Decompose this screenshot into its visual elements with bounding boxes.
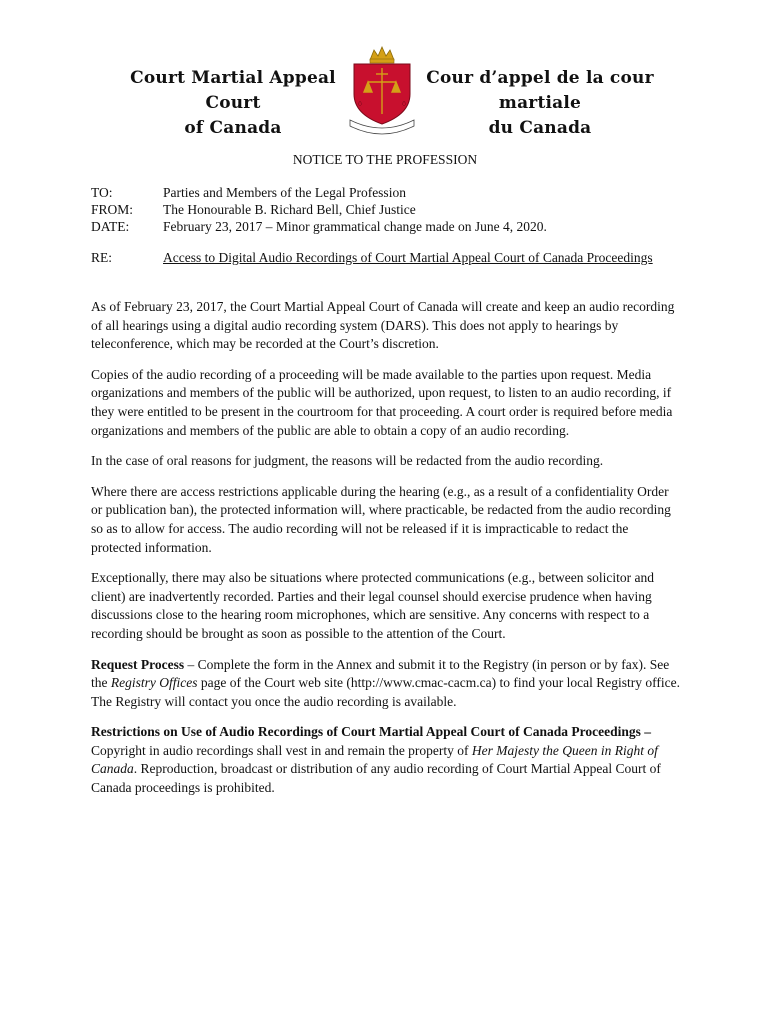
memo-from-value: The Honourable B. Richard Bell, Chief Justice (163, 202, 416, 217)
court-crest-logo (344, 44, 420, 136)
memo-to-value: Parties and Members of the Legal Profession (163, 185, 406, 200)
paragraph-copies-access: Copies of the audio recording of a proceeding will be made available to the parties upon request. Media organizations and members of the public will be authorized, upon request, to listen to an audio recording, if they were entitled to be present in the courtroom for that proceeding. A court order is required before media organizations and members of the public are able to obtain a copy of an audio recording. (91, 366, 673, 438)
memo-re-row (91, 250, 653, 266)
request-process-heading: Request Process (91, 656, 185, 672)
paragraph-request-process (91, 656, 681, 712)
court-name-english-line1: Court Martial Appeal Court (130, 68, 336, 113)
memo-date-row (91, 218, 547, 235)
court-name-french-line2: du Canada (488, 118, 592, 138)
memo-to-label: TO: (91, 185, 113, 200)
crown-icon (370, 47, 394, 63)
memo-header (91, 184, 547, 235)
memo-re-value: Access to Digital Audio Recordings of Court Martial Appeal Court of Canada Proceedings (163, 250, 653, 265)
paragraph-recording-policy: As of February 23, 2017, the Court Martial Appeal Court of Canada will create and keep an audio recording of all hearings using a digital audio recording system (DARS). This does not apply to hearings by teleconference, which may be recorded at the Court’s discretion. (91, 299, 675, 352)
memo-re-label: RE: (91, 250, 113, 265)
notice-body (91, 298, 681, 810)
memo-date-label: DATE: (91, 219, 130, 234)
court-name-french-line1: Cour d’appel de la cour martiale (426, 68, 654, 113)
use-restrictions-dash: – (640, 724, 651, 740)
court-name-english-line2: of Canada (184, 118, 282, 138)
court-name-french (420, 66, 660, 141)
memo-to-row (91, 184, 547, 201)
paragraph-use-restrictions (91, 723, 681, 797)
notice-title: NOTICE TO THE PROFESSION (292, 152, 478, 167)
use-restrictions-heading: Restrictions on Use of Audio Recordings of Court Martial Appeal Court of Canada Proceedings (91, 724, 641, 740)
court-name-english (118, 66, 348, 141)
memo-from-row (91, 201, 547, 218)
paragraph-protected-communications: Exceptionally, there may also be situations where protected communications (e.g., between solicitor and client) are inadvertently recorded. Parties and their legal counsel should exercise prudence when having discussions close to the hearing room microphones, which are sensitive. Any concerns with respect to a recording should be brought as soon as possible to the attention of the Court. (91, 570, 654, 641)
use-restrictions-text-b: . Reproduction, broadcast or distribution of any audio recording of Court Martial Appeal Court of Canada proceedings is prohibited. (91, 761, 661, 796)
use-restrictions-text-a: Copyright in audio recordings shall vest in and remain the property of (91, 742, 472, 758)
request-process-text-b: page of the Court web site (http://www.cmac-cacm.ca) to find your local Registry office. The Registry will contact you once the audio recording is available. (91, 675, 680, 709)
registry-offices-link-text: Registry Offices (110, 675, 198, 691)
crown-owner-text: Her Majesty the Queen in Right of Canada (91, 742, 658, 777)
paragraph-oral-reasons: In the case of oral reasons for judgment, the reasons will be redacted from the audio recording. (91, 453, 604, 469)
paragraph-access-restrictions: Where there are access restrictions applicable during the hearing (e.g., as a result of a confidentiality Order or publication ban), the protected information will, where practicable, be redacted from the audio recording so as to allow for access. The audio recording will not be released if it is impracticable to redact the protected information. (91, 483, 671, 555)
memo-from-label: FROM: (91, 202, 134, 217)
memo-date-value: February 23, 2017 – Minor grammatical change made on June 4, 2020. (163, 219, 547, 234)
request-process-text-a: – Complete the form in the Annex and submit it to the Registry (in person or by fax). See the (91, 656, 670, 691)
